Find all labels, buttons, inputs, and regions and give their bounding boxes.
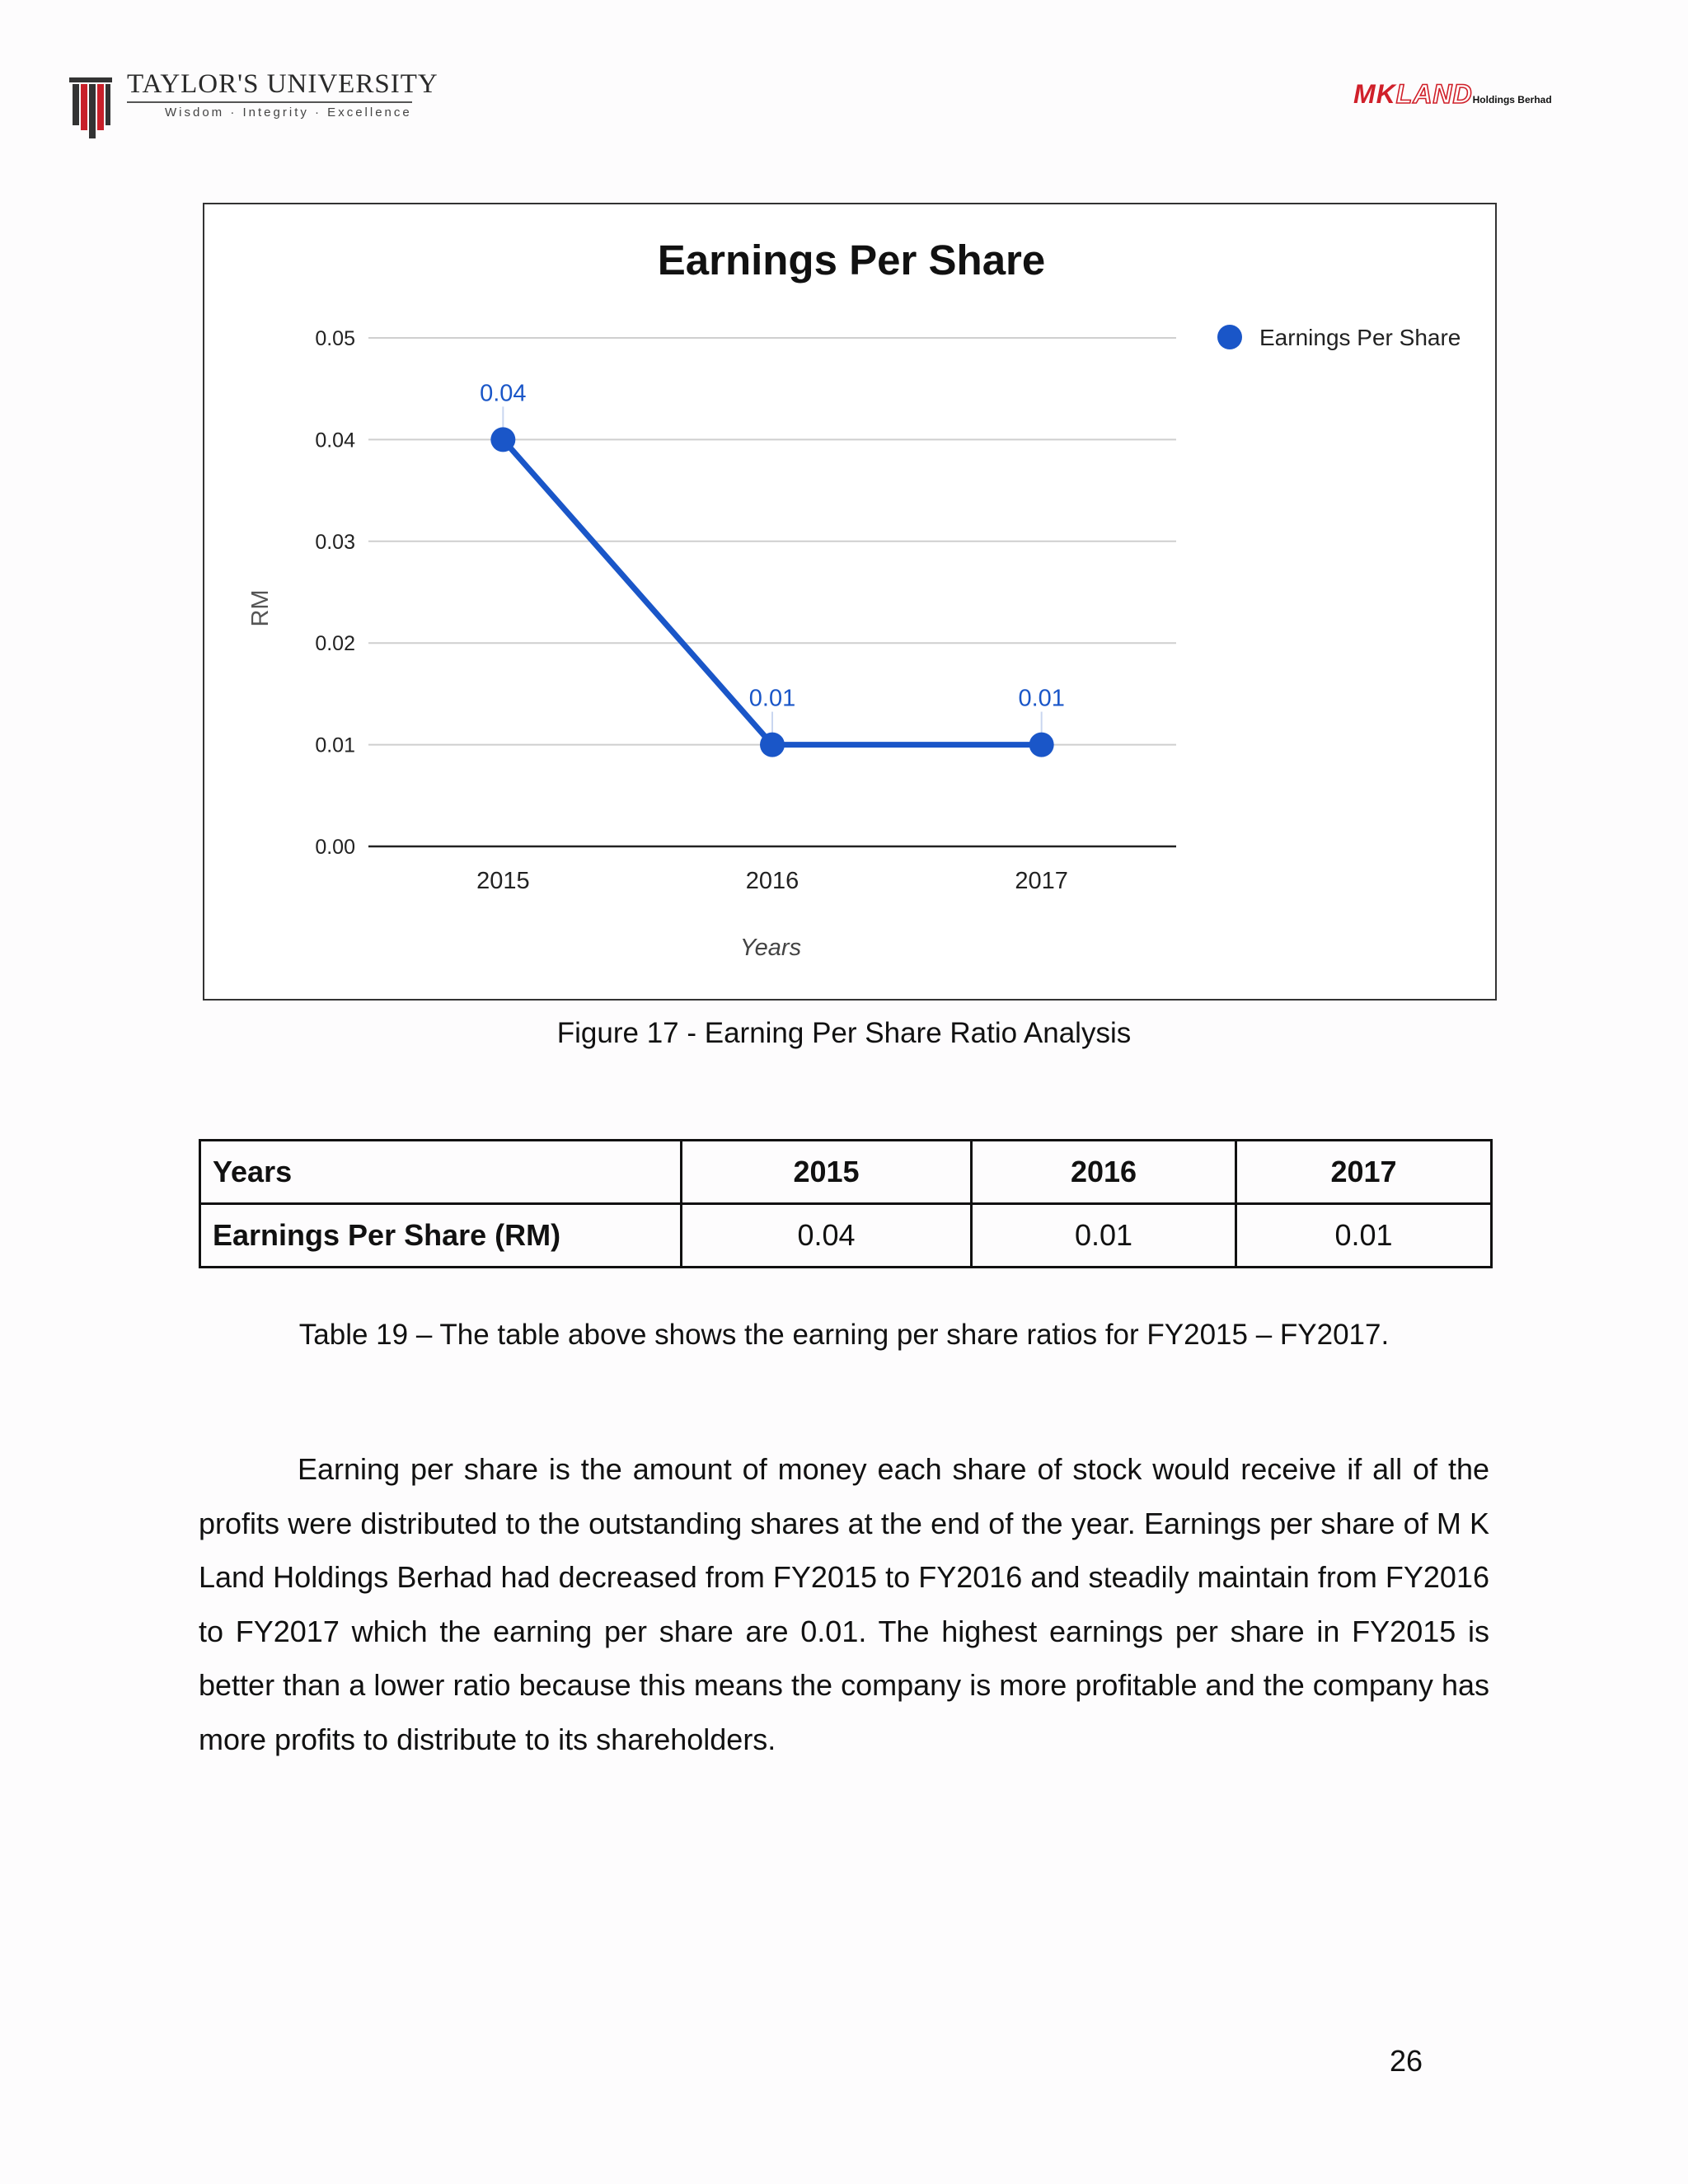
table-header-row — [200, 1141, 1492, 1204]
table-row-label: Earnings Per Share (RM) — [200, 1204, 682, 1268]
taylors-crest-icon — [69, 77, 112, 138]
chart-x-axis-label: Years — [739, 935, 802, 961]
chart-data-point — [1029, 733, 1054, 757]
chart-y-ticks — [315, 327, 355, 859]
university-name: TAYLOR'S UNIVERSITY — [127, 69, 438, 99]
table-caption: Table 19 – The table above shows the earning per share ratios for FY2015 – FY2017. — [298, 1319, 1390, 1351]
table-header-cell: 2016 — [972, 1141, 1236, 1204]
chart-y-tick-label: 0.00 — [315, 836, 355, 859]
chart-y-tick-label: 0.02 — [315, 632, 355, 656]
university-name-rule — [127, 101, 412, 103]
table-header-cell: Years — [200, 1141, 682, 1204]
body-paragraph: Earning per share is the amount of money each share of stock would receive if all of the profits were distributed to the outstanding shares at the end of the year. Earnings per share of M K Land Holdings Berhad had decreased from FY2015 to FY2016 and steadily maintain from FY2016 to FY2017 which the earning per share are 0.01. The highest earnings per share in FY2015 is better than a lower ratio because this means the company is more profitable and the company has more profits to distribute to its shareholders. — [199, 1452, 1489, 1756]
chart-data-point — [760, 733, 785, 757]
table-cell: 0.04 — [682, 1204, 972, 1268]
chart-data-label: 0.01 — [1018, 685, 1065, 712]
chart-data-label: 0.01 — [748, 685, 796, 712]
table-row — [200, 1204, 1492, 1268]
figure-caption: Figure 17 - Earning Per Share Ratio Analysis — [556, 1017, 1132, 1049]
chart-data-label: 0.04 — [480, 380, 527, 407]
mkland-logo-mk: MK — [1353, 79, 1396, 109]
chart-gridlines — [368, 338, 1176, 846]
legend-label: Earnings Per Share — [1259, 325, 1461, 350]
legend-marker-icon — [1217, 325, 1242, 349]
university-tagline: Wisdom · Integrity · Excellence — [165, 105, 412, 120]
chart-x-tick-label: 2017 — [1015, 868, 1068, 894]
chart-y-axis-label: RM — [247, 589, 274, 627]
chart-y-tick-label: 0.01 — [315, 733, 355, 757]
chart-x-ticks — [476, 868, 1068, 894]
chart-x-tick-label: 2015 — [476, 868, 530, 894]
chart-title: Earnings Per Share — [657, 237, 1046, 284]
chart-data-point — [490, 427, 515, 452]
table-cell: 0.01 — [972, 1204, 1236, 1268]
mkland-logo-land: LAND — [1395, 79, 1473, 109]
chart-x-tick-label: 2016 — [745, 868, 799, 894]
mkland-logo — [1353, 79, 1552, 110]
table-cell: 0.01 — [1236, 1204, 1492, 1268]
chart-y-tick-label: 0.04 — [315, 429, 355, 452]
chart-legend — [1217, 325, 1461, 350]
mkland-logo-holdings: Holdings Berhad — [1472, 94, 1552, 105]
chart-data-labels — [480, 380, 1065, 711]
table-header-cell: 2015 — [682, 1141, 972, 1204]
table-header-cell: 2017 — [1236, 1141, 1492, 1204]
eps-chart-svg — [204, 204, 1495, 999]
page-number: 26 — [1390, 2044, 1423, 2078]
chart-y-tick-label: 0.03 — [315, 530, 355, 554]
eps-table — [199, 1139, 1493, 1268]
eps-chart — [203, 203, 1497, 1001]
chart-y-tick-label: 0.05 — [315, 327, 355, 350]
